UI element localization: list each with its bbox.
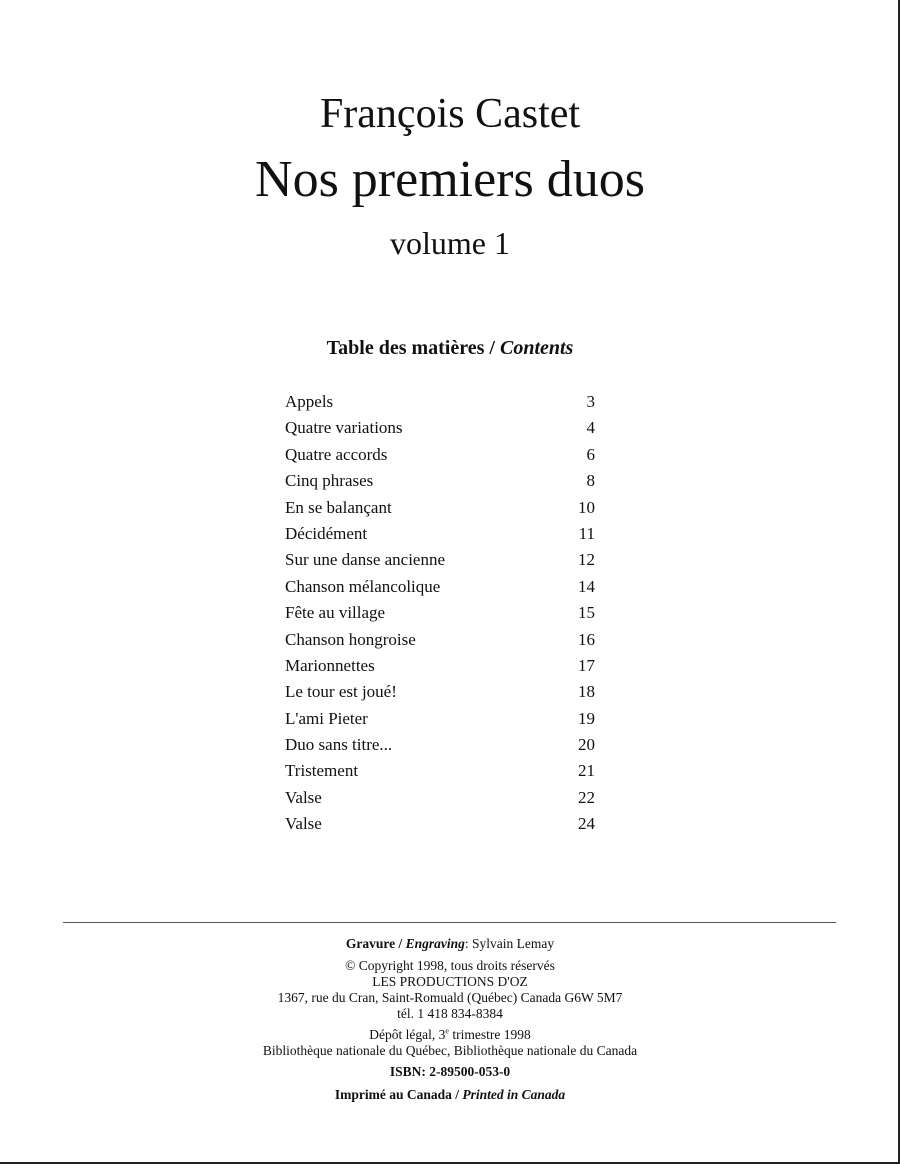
toc-entry-page: 21 [578,761,595,781]
toc-entry [285,732,595,758]
toc-entry-title: Quatre variations [285,418,403,438]
toc-heading-en: Contents [499,337,574,359]
toc-entry-title: Décidément [285,523,368,543]
legal-deposit-block [0,1027,900,1059]
depot-sup: e [445,1026,449,1036]
credit-label-en: Engraving [405,936,465,951]
toc-entry-page: 22 [578,787,595,807]
toc-entry-title: Tristement [285,761,359,781]
depot-post: trimestre 1998 [448,1027,531,1042]
toc-entry-page: 10 [578,497,595,517]
author-name: François Castet [319,91,581,137]
toc-entry-title: Le tour est joué! [285,682,397,702]
publisher-name: LES PRODUCTIONS D'OZ [372,974,528,989]
volume-label: volume 1 [390,225,510,261]
toc-entry [285,415,595,441]
toc-entry-page: 12 [578,550,595,570]
toc-entry-page: 16 [578,629,595,649]
toc-entry-page: 4 [586,418,595,438]
toc-entry [285,495,595,521]
publisher-address: 1367, rue du Cran, Saint-Romuald (Québec) Canada G6W 5M7 [277,990,623,1005]
toc-entry-title: Chanson hongroise [285,629,416,649]
printed-fr: Imprimé au Canada / [334,1087,459,1102]
footer-divider [63,922,836,923]
table-of-contents [285,389,595,838]
toc-entry-page: 19 [578,708,595,728]
toc-entry-title: Duo sans titre... [285,735,393,755]
toc-entry [285,547,595,573]
toc-entry [285,653,595,679]
copyright-line: © Copyright 1998, tous droits réservés [345,958,555,973]
toc-entry-page: 20 [578,735,595,755]
isbn-line: ISBN: 2-89500-053-0 [389,1064,511,1079]
toc-entry [285,389,595,415]
libraries-line: Bibliothèque nationale du Québec, Bibliothèque nationale du Canada [262,1043,638,1058]
toc-entry-page: 24 [578,814,595,834]
toc-entry-page: 8 [586,471,595,491]
toc-entry-title: Marionnettes [285,655,375,675]
publisher-block [0,958,900,1022]
toc-entry-page: 6 [586,444,595,464]
toc-entry [285,468,595,494]
toc-entry-page: 11 [578,523,595,543]
toc-heading-fr: Table des matières / [326,337,495,359]
depot-pre: Dépôt légal, 3 [369,1027,446,1042]
printed-en: Printed in Canada [462,1087,566,1102]
toc-entry-title: Quatre accords [285,444,388,464]
toc-entry-page: 17 [578,655,595,675]
toc-entry [285,574,595,600]
toc-heading [0,334,900,362]
toc-entry-title: En se balançant [285,497,392,517]
toc-entry [285,785,595,811]
toc-entry [285,521,595,547]
toc-entry [285,811,595,837]
toc-entry-title: Sur une danse ancienne [285,550,446,570]
book-title: Nos premiers duos [255,151,645,208]
printed-in-line [0,1087,900,1103]
toc-entry [285,627,595,653]
toc-entry-page: 15 [578,603,595,623]
toc-entry [285,442,595,468]
toc-entry [285,758,595,784]
toc-entry-title: Valse [285,814,322,834]
toc-entry [285,679,595,705]
toc-entry [285,600,595,626]
legal-deposit-line [0,1027,900,1043]
toc-entry-page: 18 [578,682,595,702]
toc-entry-title: L'ami Pieter [285,708,368,728]
credit-label-fr: Gravure / [345,936,403,951]
engraving-credit [0,936,900,952]
toc-entry-title: Cinq phrases [285,471,374,491]
toc-entry-title: Appels [285,392,334,411]
publisher-phone: tél. 1 418 834-8384 [397,1006,503,1021]
toc-entry-title: Fête au village [285,603,386,623]
toc-entry-page: 3 [586,392,595,411]
toc-entry-title: Valse [285,787,322,807]
toc-entry-title: Chanson mélancolique [285,576,441,596]
toc-entry [285,706,595,732]
credit-name: : Sylvain Lemay [464,936,555,951]
toc-entry-page: 14 [578,576,595,596]
